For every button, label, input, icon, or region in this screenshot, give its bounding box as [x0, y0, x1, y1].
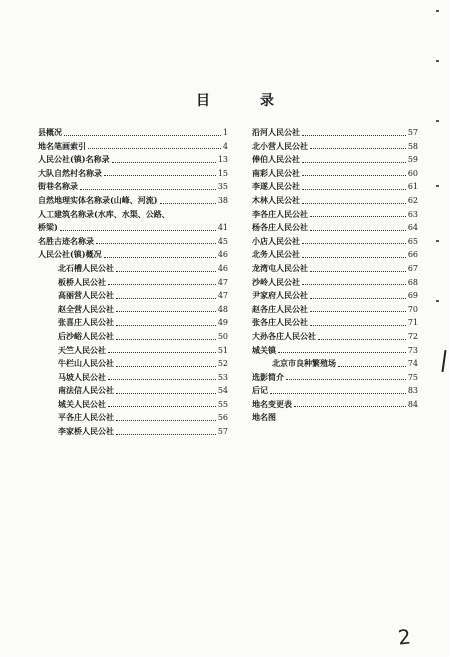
leader-dots [116, 271, 216, 272]
toc-row [252, 140, 418, 154]
toc-label: 北务人民公社 [252, 249, 300, 260]
toc-row [252, 398, 418, 412]
toc-page: 46 [217, 250, 228, 260]
toc-page: 64 [407, 223, 418, 233]
scan-edge-specks [436, 0, 446, 657]
toc-page: 72 [407, 331, 418, 341]
toc-row [38, 235, 228, 249]
toc-page: 69 [407, 291, 418, 301]
toc-label: 沙岭人民公社 [252, 276, 300, 287]
leader-dots [116, 339, 216, 340]
leader-dots [104, 257, 216, 258]
toc-label: 俸伯人民公社 [252, 154, 300, 165]
toc-page: 57 [407, 128, 418, 137]
toc-label: 自然地理实体名称录(山峰、河流) [38, 194, 158, 205]
toc-label: 城关人民公社 [58, 398, 106, 409]
toc-page: 73 [407, 345, 418, 355]
toc-label: 人民公社(镇)概况 [38, 249, 102, 260]
toc-row [252, 167, 418, 181]
toc-page: 38 [217, 195, 228, 205]
toc-page: 63 [407, 209, 418, 219]
toc-row [38, 194, 228, 208]
leader-dots [116, 420, 216, 421]
leader-dots [318, 339, 406, 340]
leader-dots [302, 189, 406, 190]
toc-row [38, 344, 228, 358]
leader-dots [64, 135, 221, 136]
leader-dots [310, 311, 406, 312]
leader-dots [310, 325, 406, 326]
toc-label: 城关镇 [252, 344, 276, 355]
toc-page: 57 [217, 427, 228, 437]
toc-row [38, 276, 228, 290]
toc-page: 45 [217, 236, 228, 246]
toc-label: 木林人民公社 [252, 194, 300, 205]
toc-row [252, 126, 418, 140]
toc-page: 15 [217, 168, 228, 178]
toc-page: 68 [407, 277, 418, 287]
leader-dots [310, 148, 406, 149]
toc-label: 沿河人民公社 [252, 127, 300, 137]
leader-dots [116, 298, 216, 299]
toc-row [252, 357, 418, 371]
toc-page: 65 [407, 236, 418, 246]
toc-label: 平各庄人民公社 [58, 412, 114, 423]
toc-label: 地名笔画索引 [38, 140, 86, 151]
toc-row [252, 316, 418, 330]
toc-label: 马坡人民公社 [58, 371, 106, 382]
toc-label: 高丽营人民公社 [58, 290, 114, 301]
toc-label: 李家桥人民公社 [58, 426, 114, 437]
toc-left-column [38, 126, 228, 439]
toc-page: 4 [222, 141, 228, 151]
toc-page: 83 [407, 386, 418, 396]
toc-label: 李各庄人民公社 [252, 208, 308, 219]
toc-page: 47 [217, 277, 228, 287]
toc-label: 名胜古迹名称录 [38, 235, 94, 246]
toc-label: 尹家府人民公社 [252, 290, 308, 301]
leader-dots [112, 162, 216, 163]
toc-row [252, 289, 418, 303]
toc-page: 61 [407, 182, 418, 192]
leader-dots [302, 135, 406, 136]
toc-page: 1 [222, 128, 228, 137]
leader-dots [160, 203, 216, 204]
toc-label: 板桥人民公社 [58, 276, 106, 287]
leader-dots [310, 216, 406, 217]
toc-row [38, 126, 228, 140]
toc-label: 龙湾屯人民公社 [252, 262, 308, 273]
toc-page: 48 [217, 304, 228, 314]
toc-page: 51 [217, 345, 228, 355]
toc-row [252, 330, 418, 344]
leader-dots [302, 175, 406, 176]
leader-dots [302, 162, 406, 163]
toc-label: 人工建筑名称录(水库、水渠、公路、 [38, 208, 170, 219]
toc-page: 70 [407, 304, 418, 314]
leader-dots [294, 406, 406, 407]
toc-page: 55 [217, 399, 228, 409]
title-char-2: 录 [260, 93, 276, 109]
toc-row [38, 384, 228, 398]
toc-page: 62 [407, 195, 418, 205]
handwritten-page-number: 2 [396, 624, 412, 650]
toc-row [38, 167, 228, 181]
toc-page: 13 [217, 155, 228, 165]
toc-row [252, 384, 418, 398]
toc-row [38, 398, 228, 412]
toc-label: 杨各庄人民公社 [252, 222, 308, 233]
toc-page: 75 [407, 372, 418, 382]
toc-right-column [252, 126, 418, 425]
toc-row [38, 262, 228, 276]
leader-dots [310, 271, 406, 272]
leader-dots [302, 257, 406, 258]
toc-page: 58 [407, 141, 418, 151]
title-char-1: 目 [196, 93, 212, 109]
toc-row [38, 371, 228, 385]
toc-row [252, 344, 418, 358]
toc-row [252, 262, 418, 276]
toc-page: 60 [407, 168, 418, 178]
leader-dots [302, 203, 406, 204]
toc-row [252, 208, 418, 222]
toc-row [38, 153, 228, 167]
toc-row [38, 357, 228, 371]
toc-row [38, 248, 228, 262]
leader-dots [310, 230, 406, 231]
toc-label: 街巷名称录 [38, 181, 78, 192]
toc-page: 35 [217, 182, 228, 192]
leader-dots [302, 243, 406, 244]
toc-page: 67 [407, 263, 418, 273]
toc-row [38, 180, 228, 194]
toc-label: 县概况 [38, 127, 62, 137]
leader-dots [60, 230, 216, 231]
toc-page: 84 [407, 399, 418, 409]
toc-row [252, 303, 418, 317]
toc-label: 后沙峪人民公社 [58, 330, 114, 341]
toc-page: 74 [407, 359, 418, 369]
leader-dots [116, 434, 216, 435]
toc-row [38, 140, 228, 154]
leader-dots [108, 352, 216, 353]
toc-row [38, 330, 228, 344]
leader-dots [270, 393, 406, 394]
toc-page: 50 [217, 331, 228, 341]
toc-label: 北小营人民公社 [252, 140, 308, 151]
leader-dots [108, 406, 216, 407]
leader-dots [116, 393, 216, 394]
toc-row [252, 276, 418, 290]
toc-label: 桥梁) [38, 222, 58, 233]
leader-dots [302, 284, 406, 285]
toc-page: 54 [217, 386, 228, 396]
toc-label: 小店人民公社 [252, 235, 300, 246]
toc-label: 北石槽人民公社 [58, 262, 114, 273]
leader-dots [108, 379, 216, 380]
toc-row [252, 221, 418, 235]
toc-label: 后记 [252, 385, 268, 396]
toc-page: 47 [217, 291, 228, 301]
toc-row [252, 194, 418, 208]
leader-dots [88, 148, 221, 149]
toc-label: 张喜庄人民公社 [58, 317, 114, 328]
toc-row [252, 153, 418, 167]
toc-label: 南彩人民公社 [252, 167, 300, 178]
toc-page: 46 [217, 263, 228, 273]
toc-row [38, 208, 228, 222]
toc-label: 牛栏山人民公社 [58, 358, 114, 369]
toc-label: 地名变更表 [252, 398, 292, 409]
leader-dots [116, 366, 216, 367]
toc-row [252, 248, 418, 262]
toc-row [252, 371, 418, 385]
leader-dots [278, 352, 406, 353]
leader-dots [310, 298, 406, 299]
toc-label: 人民公社(镇)名称录 [38, 154, 110, 165]
leader-dots [286, 379, 406, 380]
toc-label: 天竺人民公社 [58, 344, 106, 355]
leader-dots [116, 325, 216, 326]
toc-row [38, 411, 228, 425]
toc-page: 59 [407, 155, 418, 165]
toc-page: 49 [217, 318, 228, 328]
toc-label: 大孙各庄人民公社 [252, 330, 316, 341]
leader-dots [80, 189, 216, 190]
toc-page: 71 [407, 318, 418, 328]
toc-label: 选影简介 [252, 371, 284, 382]
toc-label: 南法信人民公社 [58, 385, 114, 396]
toc-label: 大队自然村名称录 [38, 167, 102, 178]
toc-row [38, 289, 228, 303]
toc-label: 赵全营人民公社 [58, 303, 114, 314]
leader-dots [116, 311, 216, 312]
toc-page: 41 [217, 223, 228, 233]
toc-row [38, 316, 228, 330]
toc-label: 北京市良种繁殖场 [272, 358, 336, 369]
toc-row [252, 180, 418, 194]
toc-row [38, 425, 228, 439]
toc-row [252, 411, 418, 425]
toc-row [38, 221, 228, 235]
toc-label: 地名图 [252, 412, 276, 423]
toc-label: 赵各庄人民公社 [252, 303, 308, 314]
page-title [196, 90, 276, 110]
toc-label: 张各庄人民公社 [252, 317, 308, 328]
leader-dots [108, 284, 216, 285]
toc-page: 52 [217, 359, 228, 369]
toc-row [38, 303, 228, 317]
toc-page: 53 [217, 372, 228, 382]
toc-label: 李遂人民公社 [252, 181, 300, 192]
toc-page: 66 [407, 250, 418, 260]
leader-dots [104, 175, 216, 176]
toc-row [252, 235, 418, 249]
leader-dots [96, 243, 216, 244]
leader-dots [338, 366, 406, 367]
toc-page: 56 [217, 413, 228, 423]
